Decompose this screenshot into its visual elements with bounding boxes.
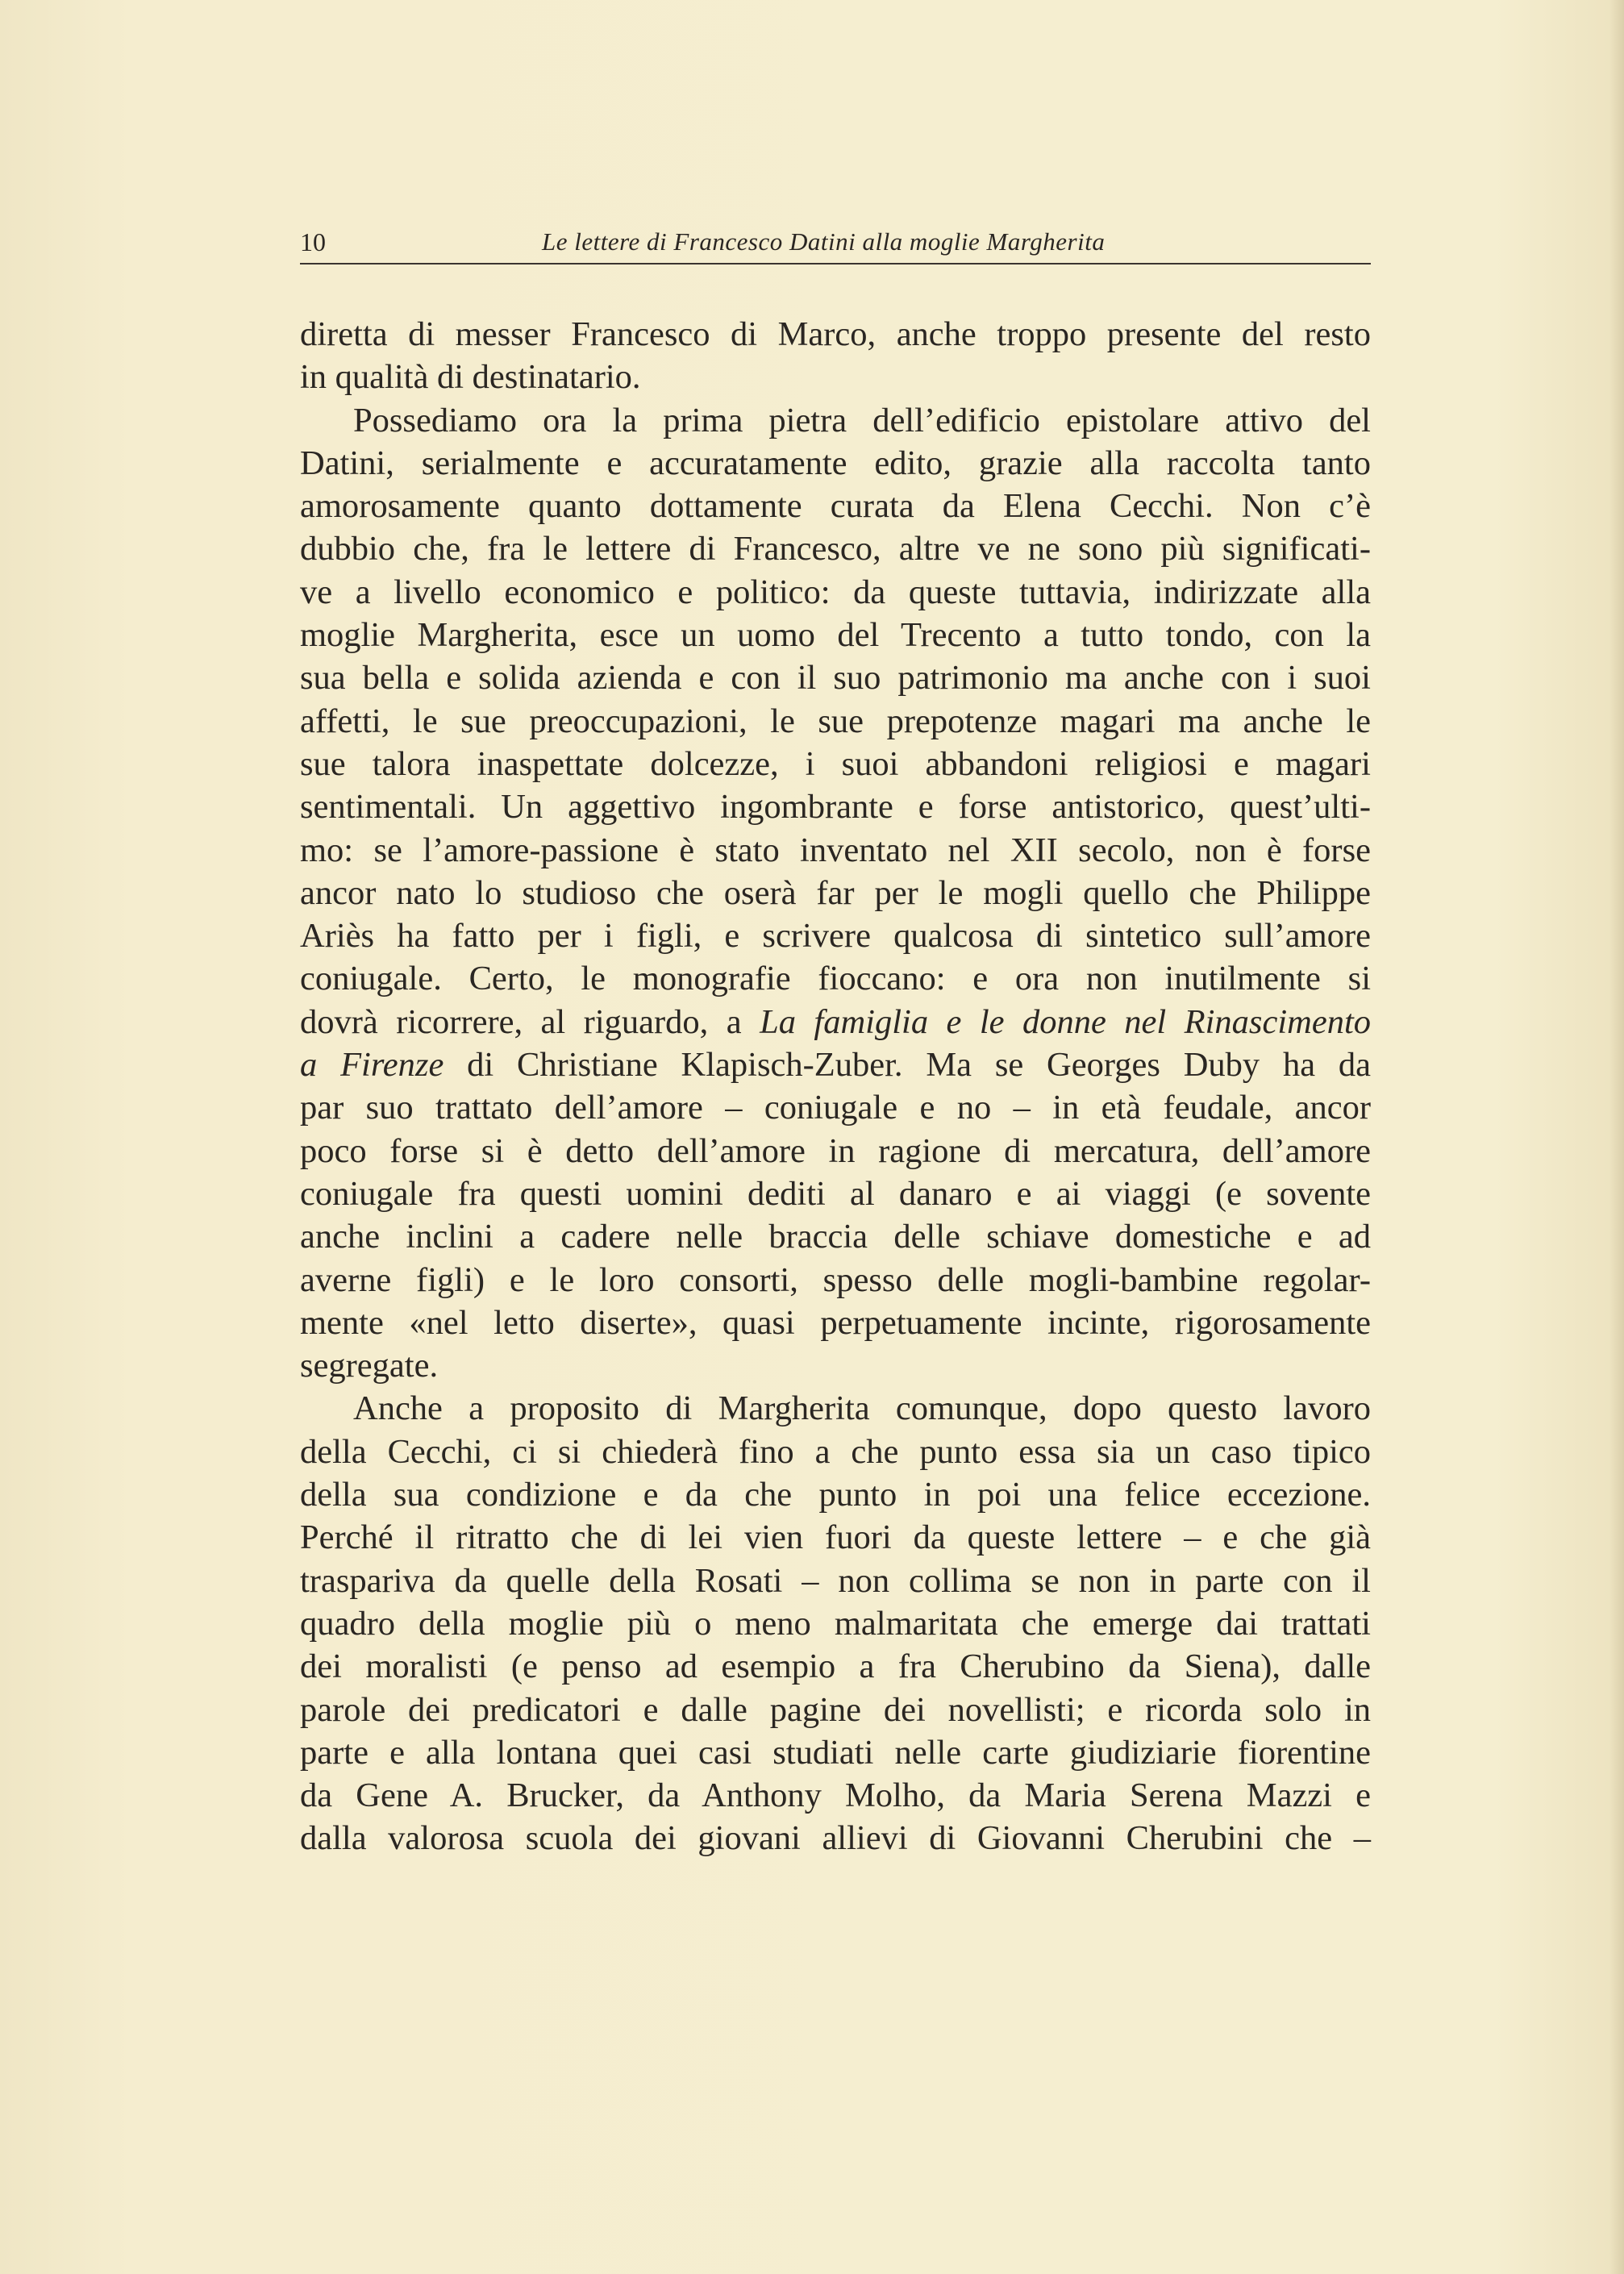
text-line: par suo trattato dell’amore – coniugale e no – in età feudale, ancor bbox=[300, 1089, 1371, 1127]
paragraph-2 bbox=[300, 399, 1371, 1388]
text-line: coniugale fra questi uomini dediti al danaro e ai viaggi (e sovente bbox=[300, 1174, 1371, 1213]
text-line: parte e alla lontana quei casi studiati nelle carte giudiziarie fiorentine bbox=[300, 1733, 1371, 1772]
body-text bbox=[300, 313, 1371, 1860]
text-line: ancor nato lo studioso che oserà far per le mogli quello che Philippe bbox=[300, 873, 1371, 912]
text-segment: di Christiane Klapisch-Zuber. Ma se Georges Duby ha da bbox=[467, 1046, 1372, 1085]
text-line: ve a livello economico e politico: da queste tuttavia, indirizzate alla bbox=[300, 573, 1371, 611]
page-edge-shadow bbox=[1609, 0, 1624, 2274]
text-line: poco forse si è detto dell’amore in ragione di mercatura, dell’amore bbox=[300, 1131, 1371, 1170]
text-line: della Cecchi, ci si chiederà fino a che punto essa sia un caso tipico bbox=[300, 1432, 1371, 1471]
running-title: Le lettere di Francesco Datini alla moglie Margherita bbox=[542, 227, 1106, 256]
text-line: sentimentali. Un aggettivo ingombrante e forse antistorico, quest’ulti- bbox=[300, 788, 1371, 827]
text-line: affetti, le sue preoccupazioni, le sue prepotenze magari ma anche le bbox=[300, 702, 1371, 740]
text-line: anche inclini a cadere nelle braccia delle schiave domestiche e ad bbox=[300, 1218, 1371, 1256]
text-line: traspariva da quelle della Rosati – non collima se non in parte con il bbox=[300, 1561, 1371, 1600]
italic-book-title-cont: a Firenze bbox=[300, 1046, 444, 1085]
text-line: sua bella e solida azienda e con il suo patrimonio ma anche con i suoi bbox=[300, 659, 1371, 698]
text-line: segregate. bbox=[300, 1347, 439, 1385]
text-line: dei moralisti (e penso ad esempio a fra Cherubino da Siena), dalle bbox=[300, 1647, 1371, 1686]
text-line: dubbio che, fra le lettere di Francesco, altre ve ne sono più significati- bbox=[300, 530, 1371, 568]
text-line: Anche a proposito di Margherita comunque, dopo questo lavoro bbox=[353, 1389, 1371, 1428]
italic-book-title: La famiglia e le donne nel Rinascimento bbox=[760, 1002, 1371, 1041]
text-line: della sua condizione e da che punto in poi una felice eccezione. bbox=[300, 1476, 1371, 1514]
text-line: da Gene A. Brucker, da Anthony Molho, da Maria Serena Mazzi e bbox=[300, 1776, 1371, 1815]
text-line: parole dei predicatori e dalle pagine dei novellisti; e ricorda solo in bbox=[300, 1690, 1371, 1729]
text-line: diretta di messer Francesco di Marco, anche troppo presente del resto bbox=[300, 315, 1371, 353]
text-line: sue talora inaspettate dolcezze, i suoi abbandoni religiosi e magari bbox=[300, 744, 1371, 783]
text-line: dalla valorosa scuola dei giovani allievi di Giovanni Cherubini che – bbox=[300, 1819, 1371, 1858]
running-header bbox=[300, 224, 1371, 264]
text-line: Ariès ha fatto per i figli, e scrivere qualcosa di sintetico sull’amore bbox=[300, 917, 1371, 956]
text-line: mo: se l’amore-passione è stato inventato nel XII secolo, non è forse bbox=[300, 831, 1371, 869]
text-line: Perché il ritratto che di lei vien fuori da queste lettere – e che già bbox=[300, 1518, 1371, 1557]
text-line: moglie Margherita, esce un uomo del Trecento a tutto tondo, con la bbox=[300, 616, 1371, 655]
text-line: mente «nel letto diserte», quasi perpetuamente incinte, rigorosamente bbox=[300, 1303, 1371, 1342]
text-line: Datini, serialmente e accuratamente edito, grazie alla raccolta tanto bbox=[300, 444, 1371, 482]
text-line: averne figli) e le loro consorti, spesso delle mogli-bambine regolar- bbox=[300, 1260, 1371, 1299]
text-line: quadro della moglie più o meno malmaritata che emerge dai trattati bbox=[300, 1604, 1371, 1643]
text-segment: dovrà ricorrere, al riguardo, a bbox=[300, 1002, 742, 1041]
text-line: amorosamente quanto dottamente curata da Elena Cecchi. Non c’è bbox=[300, 487, 1371, 526]
paragraph-3 bbox=[300, 1387, 1371, 1860]
text-line-with-italic bbox=[300, 1043, 1371, 1086]
paragraph-1 bbox=[300, 313, 1371, 399]
page-number: 10 bbox=[300, 227, 326, 256]
text-line: Possediamo ora la prima pietra dell’edificio epistolare attivo del bbox=[353, 401, 1371, 439]
text-line-with-italic bbox=[300, 1001, 1371, 1043]
text-line: coniugale. Certo, le monografie fioccano: e ora non inutilmente si bbox=[300, 960, 1371, 998]
text-line: in qualità di destinatario. bbox=[300, 358, 641, 397]
